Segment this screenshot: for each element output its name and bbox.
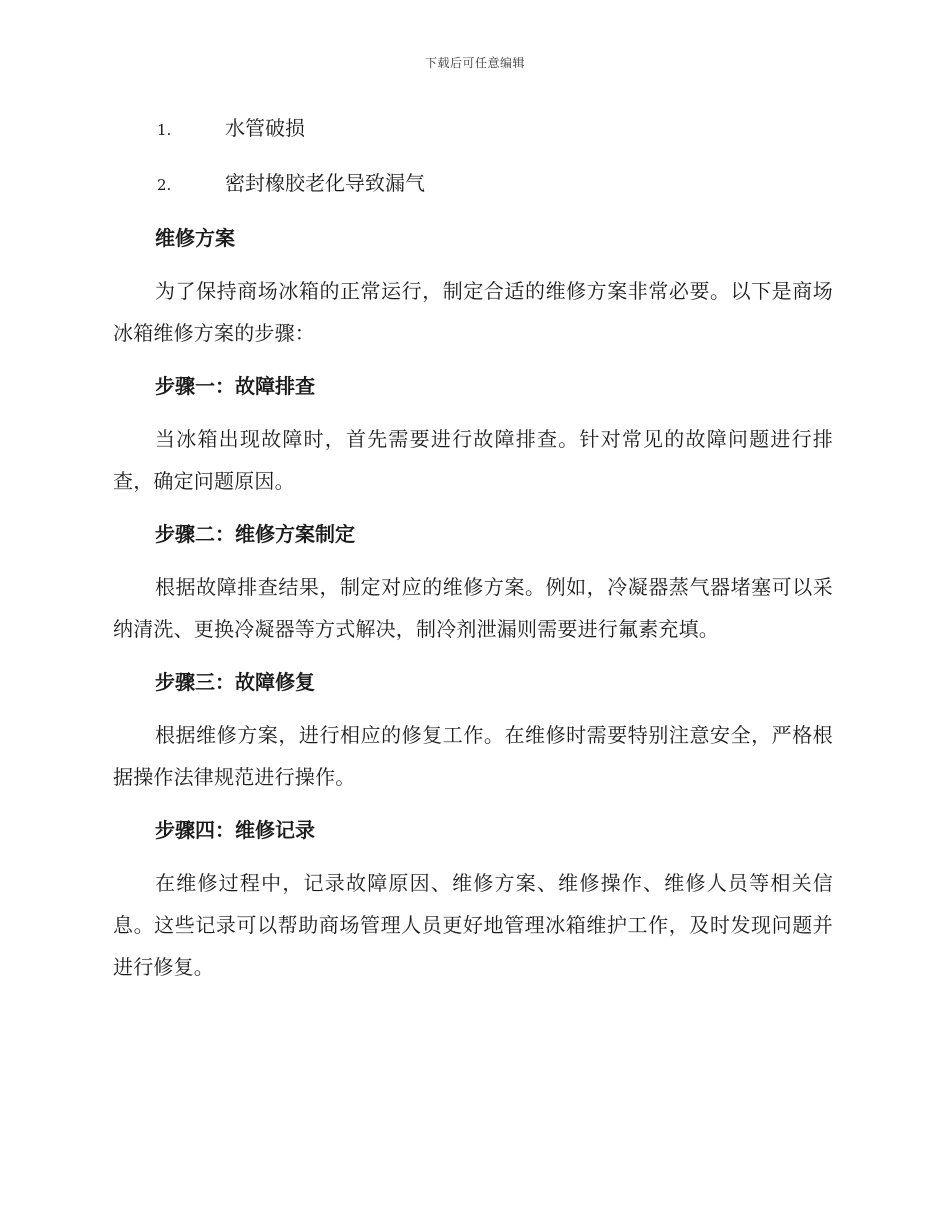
list-number: 1. — [157, 121, 172, 139]
list-number: 2. — [157, 176, 172, 194]
list-text: 水管破损 — [225, 116, 305, 140]
list-text: 密封橡胶老化导致漏气 — [225, 171, 425, 195]
list-item — [113, 163, 833, 203]
section-heading-step2: 步骤二：维修方案制定 — [155, 522, 355, 546]
paragraph-step4: 在维修过程中，记录故障原因、维修方案、维修操作、维修人员等相关信息。这些记录可以帮助商场管理人员更好地管理冰箱维护工作，及时发现问题并进行修复。 — [113, 871, 833, 979]
section-heading-plan: 维修方案 — [155, 226, 235, 250]
section-heading-step1: 步骤一：故障排查 — [155, 374, 315, 398]
document-body — [113, 108, 833, 1000]
section-heading-step4: 步骤四：维修记录 — [155, 818, 315, 842]
header-note: 下载后可任意编辑 — [424, 56, 525, 70]
paragraph-step3: 根据维修方案，进行相应的修复工作。在维修时需要特别注意安全，严格根据操作法律规范进行操作。 — [113, 723, 833, 789]
list-item — [113, 108, 833, 148]
paragraph-plan-intro: 为了保持商场冰箱的正常运行，制定合适的维修方案非常必要。以下是商场冰箱维修方案的步骤： — [113, 279, 833, 345]
paragraph-step1: 当冰箱出现故障时，首先需要进行故障排查。针对常见的故障问题进行排查，确定问题原因。 — [113, 427, 833, 493]
section-heading-step3: 步骤三：故障修复 — [155, 670, 315, 694]
paragraph-step2: 根据故障排查结果，制定对应的维修方案。例如，冷凝器蒸气器堵塞可以采纳清洗、更换冷凝器等方式解决，制冷剂泄漏则需要进行氟素充填。 — [113, 575, 833, 641]
